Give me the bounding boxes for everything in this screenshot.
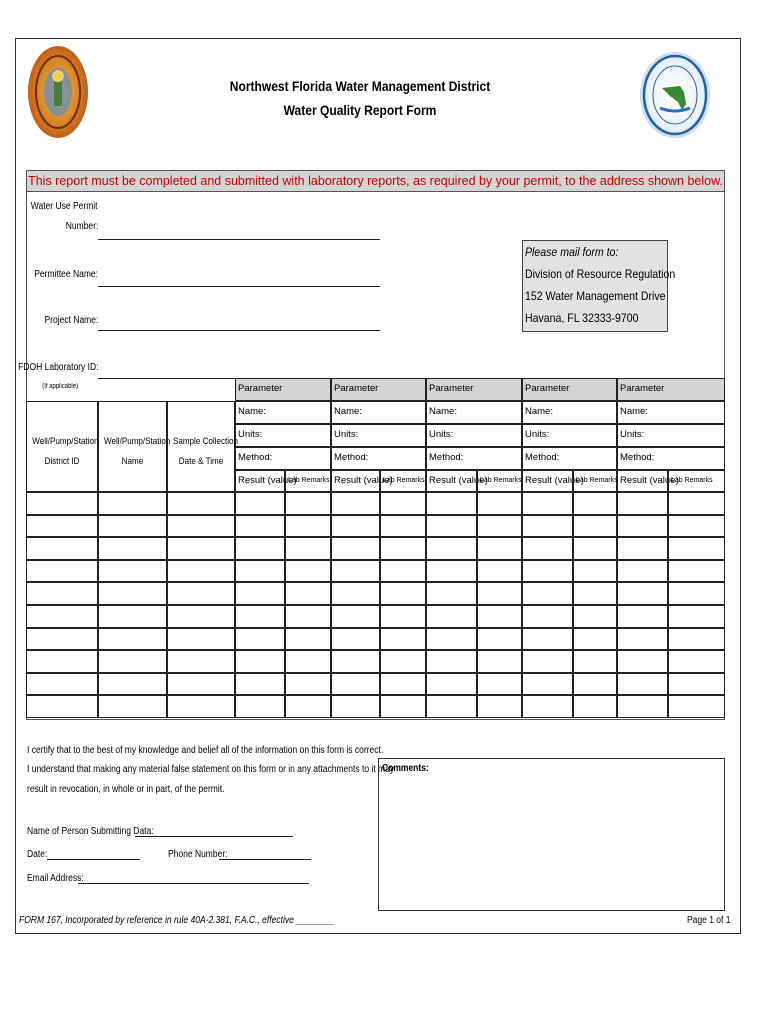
table-cell[interactable] <box>617 628 668 651</box>
table-cell[interactable] <box>331 582 380 605</box>
table-cell[interactable] <box>26 673 98 696</box>
mail-heading: Please mail form to: <box>525 245 619 259</box>
table-cell[interactable] <box>668 650 725 673</box>
table-cell[interactable] <box>426 695 477 718</box>
project-name-field[interactable] <box>98 330 380 331</box>
table-cell[interactable] <box>26 537 98 560</box>
table-cell[interactable] <box>380 650 426 673</box>
table-cell[interactable] <box>98 560 167 583</box>
table-cell[interactable] <box>26 628 98 651</box>
table-cell[interactable] <box>426 628 477 651</box>
comments-box[interactable] <box>378 758 725 911</box>
table-cell[interactable] <box>331 673 380 696</box>
table-cell[interactable] <box>331 628 380 651</box>
permit-number-label: Number: <box>65 221 98 232</box>
table-cell[interactable] <box>380 695 426 718</box>
table-cell[interactable] <box>26 492 98 515</box>
column-header <box>98 401 171 492</box>
column-header-label: Sample Collection <box>172 436 239 447</box>
mail-line-1: Division of Resource Regulation <box>525 267 676 281</box>
table-cell[interactable] <box>668 492 725 515</box>
lab-remarks-header: Lab Remarks <box>477 470 522 492</box>
parameter-method-field[interactable]: Method: <box>331 447 426 470</box>
table-cell[interactable] <box>522 628 573 651</box>
table-cell[interactable] <box>477 560 522 583</box>
table-cell[interactable] <box>617 605 668 628</box>
page-number: Page 1 of 1 <box>687 915 731 926</box>
parameter-units-field[interactable]: Units: <box>426 424 522 447</box>
table-cell[interactable] <box>477 628 522 651</box>
table-cell[interactable] <box>235 695 285 718</box>
table-cell[interactable] <box>331 605 380 628</box>
column-header-label: District ID <box>44 456 80 467</box>
table-cell[interactable] <box>573 515 617 538</box>
parameter-method-field[interactable]: Method: <box>235 447 331 470</box>
parameter-method-field[interactable]: Method: <box>617 447 725 470</box>
table-cell[interactable] <box>285 695 331 718</box>
table-cell[interactable] <box>331 650 380 673</box>
parameter-header: Parameter <box>617 378 725 401</box>
mail-line-3: Havana, FL 32333-9700 <box>525 311 639 325</box>
table-cell[interactable] <box>573 650 617 673</box>
mail-address-box <box>522 240 676 332</box>
lab-remarks-header: Lab Remarks <box>573 470 617 492</box>
table-cell[interactable] <box>167 650 235 673</box>
parameter-header: Parameter <box>522 378 617 401</box>
parameter-header: Parameter <box>426 378 522 401</box>
table-cell[interactable] <box>167 628 235 651</box>
table-cell[interactable] <box>573 628 617 651</box>
certification-line-1: I certify that to the best of my knowledge and belief all of the information on this form is correct. <box>27 745 384 756</box>
fdoh-lab-field[interactable] <box>98 378 235 398</box>
result-value-header: Result (value) <box>426 470 477 492</box>
phone-field[interactable] <box>219 859 311 860</box>
table-cell[interactable] <box>285 492 331 515</box>
org-name: Northwest Florida Water Management District <box>229 78 491 94</box>
email-field[interactable] <box>78 883 309 884</box>
table-cell[interactable] <box>668 515 725 538</box>
table-cell[interactable] <box>617 650 668 673</box>
table-cell[interactable] <box>477 650 522 673</box>
table-cell[interactable] <box>573 695 617 718</box>
table-cell[interactable] <box>167 582 235 605</box>
table-cell[interactable] <box>98 695 167 718</box>
table-cell[interactable] <box>167 492 235 515</box>
table-cell[interactable] <box>98 492 167 515</box>
table-cell[interactable] <box>331 515 380 538</box>
parameter-units-field[interactable]: Units: <box>522 424 617 447</box>
table-cell[interactable] <box>477 673 522 696</box>
table-cell[interactable] <box>380 560 426 583</box>
parameter-method-field[interactable]: Method: <box>522 447 617 470</box>
district-logo <box>640 52 710 138</box>
table-cell[interactable] <box>235 628 285 651</box>
result-value-header: Result (value) <box>522 470 573 492</box>
table-cell[interactable] <box>235 582 285 605</box>
table-cell[interactable] <box>426 560 477 583</box>
result-value-header: Result (value) <box>235 470 285 492</box>
column-header-label: Well/Pump/Station <box>32 436 99 447</box>
parameter-name-field[interactable]: Name: <box>331 401 426 424</box>
table-cell[interactable] <box>426 582 477 605</box>
table-cell[interactable] <box>668 582 725 605</box>
table-cell[interactable] <box>522 537 573 560</box>
table-cell[interactable] <box>522 492 573 515</box>
table-cell[interactable] <box>380 605 426 628</box>
comments-label: Comments: <box>382 763 429 774</box>
table-cell[interactable] <box>285 582 331 605</box>
certification-line-2: I understand that making any material false statement on this form or in any attachments to it may <box>27 764 395 775</box>
lab-remarks-header: Lab Remarks <box>285 470 331 492</box>
table-cell[interactable] <box>167 560 235 583</box>
table-cell[interactable] <box>98 515 167 538</box>
column-header-label: Date & Time <box>178 456 224 467</box>
column-header <box>167 401 239 492</box>
table-cell[interactable] <box>668 537 725 560</box>
date-field[interactable] <box>47 859 140 860</box>
table-cell[interactable] <box>235 515 285 538</box>
table-cell[interactable] <box>617 582 668 605</box>
phone-label: Phone Number: <box>168 849 228 860</box>
result-value-header: Result (value) <box>617 470 668 492</box>
table-cell[interactable] <box>235 560 285 583</box>
table-cell[interactable] <box>668 605 725 628</box>
table-cell[interactable] <box>617 560 668 583</box>
fdoh-lab-note: (If applicable) <box>42 383 78 390</box>
column-header-label: Well/Pump/Station <box>104 436 171 447</box>
form-title: Water Quality Report Form <box>283 102 437 118</box>
table-cell[interactable] <box>477 695 522 718</box>
table-cell[interactable] <box>522 673 573 696</box>
table-cell[interactable] <box>617 673 668 696</box>
table-cell[interactable] <box>617 695 668 718</box>
table-cell[interactable] <box>167 537 235 560</box>
table-cell[interactable] <box>426 605 477 628</box>
table-cell[interactable] <box>573 492 617 515</box>
table-cell[interactable] <box>573 673 617 696</box>
table-cell[interactable] <box>235 537 285 560</box>
table-cell[interactable] <box>331 560 380 583</box>
table-cell[interactable] <box>285 673 331 696</box>
form-reference: FORM 167, Incorporated by reference in rule 40A-2.381, F.A.C., effective ________ <box>19 915 335 926</box>
column-header-label: Name <box>121 456 144 467</box>
table-cell[interactable] <box>98 605 167 628</box>
permittee-name-field[interactable] <box>98 286 380 287</box>
email-label: Email Address: <box>27 873 84 884</box>
table-cell[interactable] <box>573 537 617 560</box>
table-cell[interactable] <box>477 492 522 515</box>
table-cell[interactable] <box>235 492 285 515</box>
table-cell[interactable] <box>167 515 235 538</box>
date-label: Date: <box>27 849 48 860</box>
table-cell[interactable] <box>98 628 167 651</box>
parameter-units-field[interactable]: Units: <box>235 424 331 447</box>
permit-number-field[interactable] <box>98 239 380 240</box>
table-cell[interactable] <box>477 582 522 605</box>
mail-line-2: 152 Water Management Drive <box>525 289 666 303</box>
table-cell[interactable] <box>426 515 477 538</box>
table-cell[interactable] <box>522 582 573 605</box>
table-cell[interactable] <box>426 492 477 515</box>
water-use-permit-label: Water Use Permit <box>31 201 98 212</box>
table-cell[interactable] <box>26 515 98 538</box>
table-cell[interactable] <box>617 537 668 560</box>
table-cell[interactable] <box>167 673 235 696</box>
permittee-name-label: Permittee Name: <box>34 269 98 280</box>
fdoh-lab-label: FDOH Laboratory ID: <box>17 362 98 373</box>
lab-remarks-header: Lab Remarks <box>380 470 426 492</box>
table-cell[interactable] <box>26 582 98 605</box>
state-seal-logo <box>28 46 88 138</box>
table-cell[interactable] <box>380 537 426 560</box>
table-cell[interactable] <box>668 560 725 583</box>
table-cell[interactable] <box>285 605 331 628</box>
table-cell[interactable] <box>26 650 98 673</box>
submitter-name-field[interactable] <box>135 836 293 837</box>
table-cell[interactable] <box>285 515 331 538</box>
table-cell[interactable] <box>331 695 380 718</box>
table-cell[interactable] <box>522 560 573 583</box>
table-cell[interactable] <box>573 560 617 583</box>
table-cell[interactable] <box>477 605 522 628</box>
parameter-name-field[interactable]: Name: <box>426 401 522 424</box>
table-cell[interactable] <box>522 695 573 718</box>
parameter-header: Parameter <box>235 378 331 401</box>
table-cell[interactable] <box>331 537 380 560</box>
table-cell[interactable] <box>26 695 98 718</box>
table-cell[interactable] <box>668 628 725 651</box>
table-cell[interactable] <box>426 537 477 560</box>
table-cell[interactable] <box>522 605 573 628</box>
project-name-label: Project Name: <box>44 315 98 326</box>
table-cell[interactable] <box>98 582 167 605</box>
parameter-name-field[interactable]: Name: <box>235 401 331 424</box>
table-cell[interactable] <box>285 628 331 651</box>
table-cell[interactable] <box>235 673 285 696</box>
table-cell[interactable] <box>380 492 426 515</box>
table-cell[interactable] <box>285 537 331 560</box>
table-cell[interactable] <box>98 537 167 560</box>
table-cell[interactable] <box>426 673 477 696</box>
table-cell[interactable] <box>235 650 285 673</box>
submitter-name-label: Name of Person Submitting Data: <box>27 826 154 837</box>
table-cell[interactable] <box>477 537 522 560</box>
lab-remarks-header: Lab Remarks <box>668 470 725 492</box>
parameter-header: Parameter <box>331 378 426 401</box>
table-cell[interactable] <box>380 582 426 605</box>
table-cell[interactable] <box>26 605 98 628</box>
table-cell[interactable] <box>285 560 331 583</box>
table-cell[interactable] <box>98 673 167 696</box>
table-cell[interactable] <box>380 673 426 696</box>
certification-line-3: result in revocation, in whole or in part, of the permit. <box>27 784 225 795</box>
table-cell[interactable] <box>235 605 285 628</box>
parameter-method-field[interactable]: Method: <box>426 447 522 470</box>
table-cell[interactable] <box>380 515 426 538</box>
table-cell[interactable] <box>98 650 167 673</box>
table-cell[interactable] <box>617 492 668 515</box>
table-cell[interactable] <box>331 492 380 515</box>
table-cell[interactable] <box>167 695 235 718</box>
parameter-name-field[interactable]: Name: <box>617 401 725 424</box>
result-value-header: Result (value) <box>331 470 380 492</box>
table-cell[interactable] <box>668 673 725 696</box>
table-cell[interactable] <box>477 515 522 538</box>
column-header <box>26 401 98 492</box>
table-cell[interactable] <box>380 628 426 651</box>
table-cell[interactable] <box>426 650 477 673</box>
table-cell[interactable] <box>668 695 725 718</box>
table-cell[interactable] <box>573 605 617 628</box>
parameter-units-field[interactable]: Units: <box>331 424 426 447</box>
table-cell[interactable] <box>522 515 573 538</box>
parameter-units-field[interactable]: Units: <box>617 424 725 447</box>
table-cell[interactable] <box>167 605 235 628</box>
table-cell[interactable] <box>617 515 668 538</box>
table-cell[interactable] <box>522 650 573 673</box>
table-cell[interactable] <box>573 582 617 605</box>
table-cell[interactable] <box>285 650 331 673</box>
parameter-name-field[interactable]: Name: <box>522 401 617 424</box>
table-cell[interactable] <box>26 560 98 583</box>
instruction-banner: This report must be completed and submitted with laboratory reports, as required by your permit, to the address shown below. <box>26 170 725 192</box>
